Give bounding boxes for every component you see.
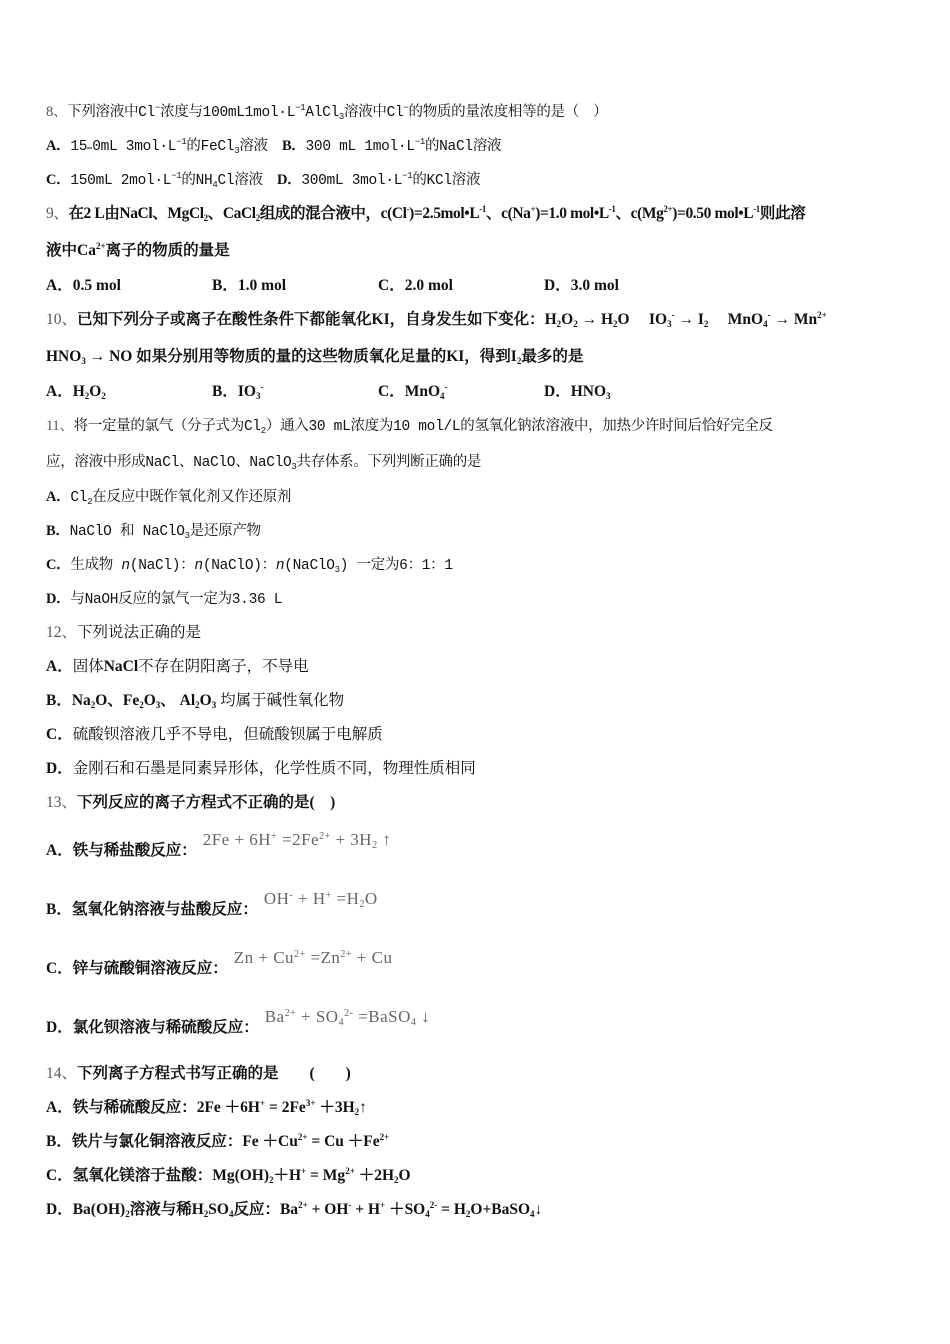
option-b: B．$IO_3^-$ — [212, 382, 264, 401]
question-14-option-a: A．铁与稀硫酸反应：$2Fe +6H^+ = 2Fe^{3+}$ $+3H_2↑$ — [46, 1098, 367, 1117]
question-14-option-d: D．$Ba(OH)_2$溶液与稀$H_2SO_4$反应：$Ba^{2+} + OH^- + H^+ +SO_4^{2-}$ = $H_2O+BaSO_4↓$ — [46, 1200, 543, 1219]
question-12-stem: 12、下列说法正确的是 — [46, 624, 202, 641]
question-11-option-a: A．$Cl_2$在反应中既作氧化剂又作还原剂 — [46, 489, 292, 507]
question-11-option-c: C．生成物 n(NaCl)：n(NaClO)：n(NaClO$_3$) 一定为6：1：1 — [46, 557, 453, 575]
question-11-option-d: D．与NaOH反应的氯气一定为3.36 L — [46, 591, 283, 608]
question-9-stem-line1: 9、在2 L由NaCl、MgCl$_2$、CaCl$_2$组成的混合液中，$c(Cl^-)=2.5mol•L^{-1}$、c(Na+)=1.0 $mol•L^{-1}$、$c(Mg^{2+})=0.50$ $mol•L^{-1}$则此溶 — [46, 204, 806, 223]
option-d-label: D． — [276, 172, 302, 188]
question-10-stem-line1: 10、已知下列分子或离子在酸性条件下都能氧化KI，自身发生如下变化：$H_2O_2 \to H_2O$ $IO_3^- \to I_2$ $MnO_4^- \to Mn^{2+}$ — [46, 310, 827, 329]
question-8-stem: 8、下列溶液中Cl−浓度与$100mL1mol\cdot L^{-1}AlCl_3$溶液中Cl−的物质的量浓度相等的是（ ） — [46, 103, 608, 122]
question-12-option-c: C．硫酸钡溶液几乎不导电，但硫酸钡属于电解质 — [46, 726, 383, 743]
option-a-label: A． — [46, 138, 71, 154]
question-13-option-c: C．锌与硫酸铜溶液反应：$Zn + Cu^{2+} =Zn^{2+} + Cu$ — [46, 948, 393, 977]
option-c-label: C． — [46, 172, 71, 188]
question-11-stem-line1: 11、将一定量的氯气（分子式为$Cl_2$）通入30 mL浓度为10 mol/L的氢氧化钠浓溶液中，加热少许时间后恰好完全反 — [46, 418, 773, 436]
question-11-option-b: B．NaClO 和 NaClO$_3$是还原产物 — [46, 523, 261, 541]
question-12-option-d: D．金刚石和石墨是同素异形体，化学性质不同，物理性质相同 — [46, 760, 476, 777]
question-13-option-d: D．氯化钡溶液与稀硫酸反应：$Ba^{2+} + SO_4^{2-}$ =BaSO$_4$ ↓ — [46, 1007, 431, 1036]
equation-image-d: $Ba^{2+} + SO_4^{2-}$ =BaSO$_4$ ↓ — [264, 1007, 431, 1028]
question-12-option-a: A．固体NaCl不存在阴阳离子，不导电 — [46, 658, 309, 675]
option-c: C．MnO$_4$- — [378, 382, 448, 401]
question-10-stem-line2: $HNO_3$ → NO 如果分别用等物质的量的这些物质氧化足量的KI，得到$I_2$最多的是 — [46, 348, 584, 366]
option-a: A．$H_2O_2$ — [46, 383, 106, 401]
question-12-option-b: B．$Na_2O$、$Fe_2O_3$、 $Al_2O_3$ 均属于碱性氧化物 — [46, 692, 345, 710]
equation-image-a: $2Fe + 6H^+ =2Fe^{2+} + 3H_2$ ↑ — [202, 830, 392, 851]
equation-image-b: $OH^- + H^+ =H_2O$ — [263, 889, 378, 910]
question-14-option-b: B．铁片与氯化铜溶液反应：$Fe +Cu^{2+} = Cu +Fe^{2+}$ — [46, 1132, 390, 1150]
option-b: B．1.0 mol — [212, 277, 287, 294]
question-13-stem: 13、下列反应的离子方程式不正确的是( ) — [46, 794, 336, 811]
question-14-stem: 14、下列离子方程式书写正确的是 ( ) — [46, 1065, 351, 1082]
equation-image-c: $Zn + Cu^{2+} =Zn^{2+} + Cu$ — [233, 948, 393, 967]
question-13-option-b: B．氢氧化钠溶液与盐酸反应：$OH^- + H^+ =H_2O$ — [46, 889, 378, 918]
option-d: D．$HNO_3$ — [544, 383, 611, 401]
option-d: D．3.0 mol — [544, 277, 619, 294]
question-14-option-c: C．氢氧化镁溶于盐酸：$Mg(OH)_2+H^+ = Mg^{2+} +2H_2O$ — [46, 1166, 411, 1185]
question-11-stem-line2: 应，溶液中形成NaCl、NaClO、NaClO$_3$共存体系。下列判断正确的是 — [46, 455, 482, 472]
spellcheck-mark — [87, 147, 92, 149]
question-9-stem-line2: 液中$Ca^{2+}$离子的物质的量是 — [46, 241, 230, 259]
question-13-option-a: A．铁与稀盐酸反应：$2Fe + 6H^+ =2Fe^{2+} + 3H_2$ ↑ — [46, 830, 392, 859]
question-8-options-cd: C．150mL $2mol\cdot L^{-1}$的$NH_4Cl$溶液 D．300mL $3mol\cdot L^{-1}$的KCl溶液 — [46, 171, 481, 190]
option-c: C．2.0 mol — [378, 277, 453, 294]
option-a: A．0.5 mol — [46, 277, 121, 294]
question-9-options — [46, 276, 619, 296]
question-10-options — [46, 382, 611, 402]
option-b-label: B． — [281, 138, 306, 154]
question-8-options-ab: A．15 0mL $3mol\cdot L^{-1}$的FeCl$_3$溶液 B．300 mL $1mol\cdot L^{-1}$的NaCl溶液 — [46, 137, 502, 156]
